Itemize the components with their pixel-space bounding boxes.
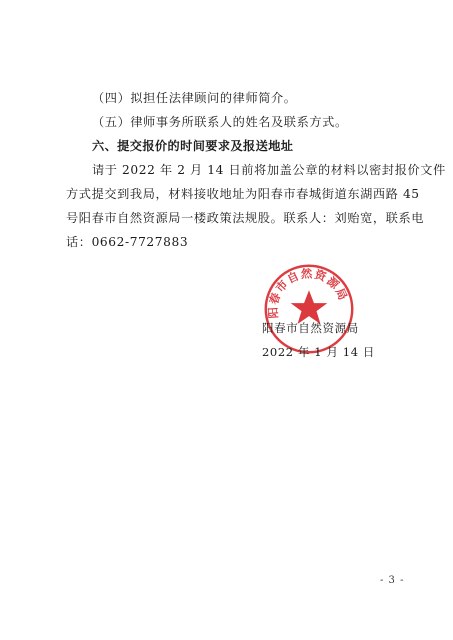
paragraph-line-1: 请于 2022 年 2 月 14 日前将加盖公章的材料以密封报价文件 — [92, 163, 446, 177]
seal-text: 阳春市自然资源局 — [266, 267, 350, 319]
signature-date: 2022 年 1 月 14 日 — [262, 345, 375, 359]
list-item-five: （五）律师事务所联系人的姓名及联系方式。 — [92, 115, 348, 129]
page-number: - 3 - — [380, 575, 405, 586]
paragraph-line-2: 方式提交到我局，材料接收地址为阳春市春城街道东湖西路 45 — [66, 187, 420, 201]
signature-organization: 阳春市自然资源局 — [262, 321, 359, 335]
paragraph-line-4: 话：0662-7727883 — [66, 235, 189, 249]
official-seal — [262, 262, 356, 356]
seal-star-icon — [291, 290, 328, 324]
paragraph-line-3: 号阳春市自然资源局一楼政策法规股。联系人：刘贻宽，联系电 — [66, 211, 425, 225]
list-item-four: （四）拟担任法律顾问的律师简介。 — [92, 91, 297, 105]
section-heading: 六、提交报价的时间要求及报送地址 — [92, 139, 294, 153]
